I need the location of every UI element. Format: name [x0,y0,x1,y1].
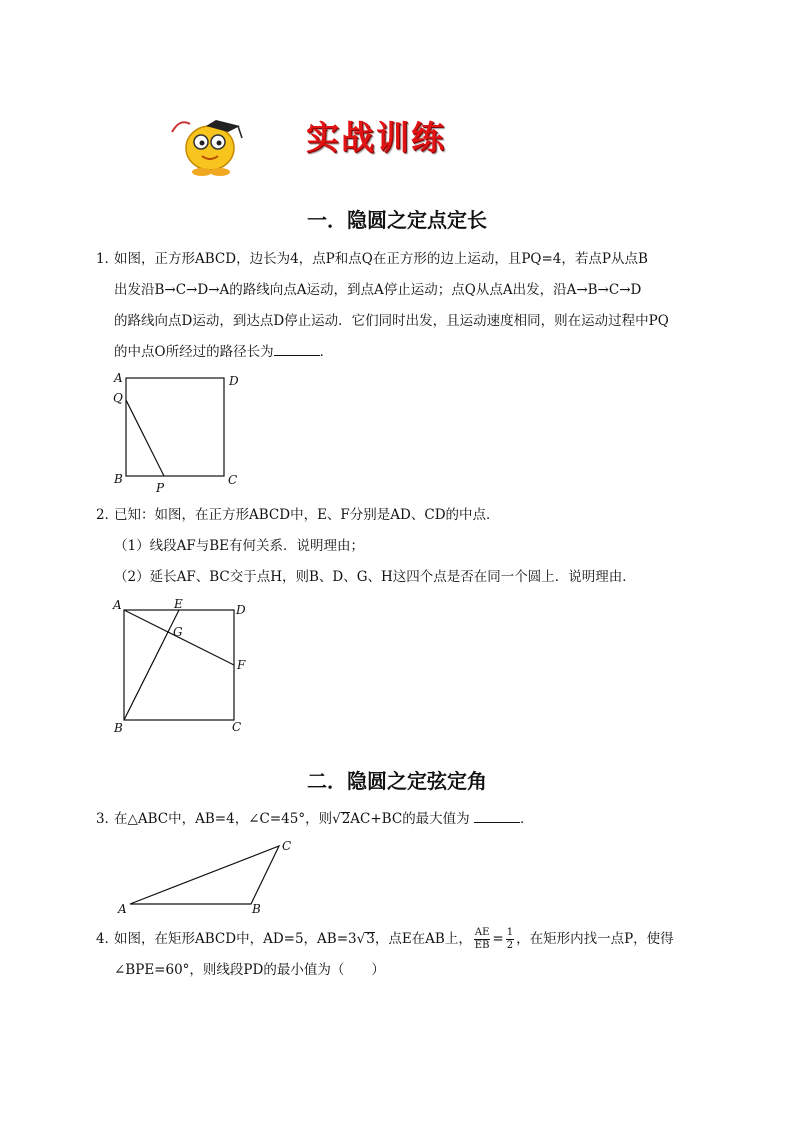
problem-number: 2． [96,507,119,523]
label-F: F [237,658,246,672]
fraction-numerator: 1 [506,927,514,938]
equals-sign: = [492,931,504,947]
label-C: C [232,720,242,734]
label-E: E [174,598,183,611]
figure-3-triangle [112,836,302,918]
label-B: B [252,902,261,916]
mascot-logo [166,98,256,178]
label-A: A [114,371,123,385]
sub-question-2: （2）延长AF、BC交于点H，则B、D、G、H这四个点是否在同一个圆上．说明理由． [114,569,636,585]
problem-1 [96,244,708,368]
problem-text: AC+BC的最大值为 [350,811,470,827]
label-D: D [236,603,246,617]
punctuation: ． [519,811,534,827]
problem-text: ，在矩形内找一点P，使得 [516,931,674,947]
label-B: B [114,721,123,735]
sqrt-value: 3 [366,931,375,947]
sub-question-1: （1）线段AF与BE有何关系．说明理由； [114,538,364,554]
problem-text: 出发沿B→C→D→A的路线向点A运动，到点A停止运动；点Q从点A出发，沿A→B→C→D [114,282,642,298]
punctuation: ． [319,344,334,360]
problem-text: 如图，在矩形ABCD中，AD=5，AB=3 [114,931,357,947]
problem-4: 4．如图，在矩形ABCD中，AD=5，AB=3√3，点E在AB上， $\frac{AE}{EB}$ = $\frac{1}{2}$ ，在矩形内找一点P，使得 ∠BPE=60°，则线段PD的最小值为（ ） [96,924,708,986]
problem-text: ，点E在AB上， [374,931,472,947]
label-B: B [114,472,123,486]
problem-text: 已知：如图，在正方形ABCD中，E、F分别是AD、CD的中点． [114,507,500,523]
banner-title: 实战训练 [306,118,446,157]
label-Q: Q [113,391,123,405]
sqrt-value: 2 [341,811,351,827]
problem-number: 1． [96,251,119,267]
fraction-denominator: 2 [506,940,514,951]
label-A: A [113,598,122,612]
answer-blank[interactable] [474,808,520,823]
label-G: G [173,625,183,639]
problem-text: 的路线向点D运动，到达点D停止运动．它们同时出发，且运动速度相同，则在运动过程中PQ [114,313,669,329]
figure-2-square [108,598,258,738]
problem-text: 在△ABC中，AB=4，∠C=45°，则 [114,811,333,827]
figure-1-square [108,370,248,496]
label-A: A [118,902,127,916]
answer-blank[interactable] [274,341,320,356]
label-P: P [156,481,165,495]
graduation-mascot-icon [166,98,256,178]
problem-number: 4． [96,931,119,947]
fraction-ae-eb [474,927,491,952]
label-C: C [282,839,292,853]
problem-text: 的中点O所经过的路径长为 [114,344,274,360]
fraction-numerator: AE [474,927,490,938]
problem-2 [96,500,708,593]
label-C: C [228,473,238,487]
problem-text: 如图，正方形ABCD，边长为4，点P和点Q在正方形的边上运动，且PQ=4，若点P从点B [114,251,648,267]
section-title-2: 二．隐圆之定弦定角 [307,769,487,793]
problem-3: 3．在△ABC中，AB=4，∠C=45°，则√2AC+BC的最大值为 ． [96,804,708,835]
problem-text: ∠BPE=60°，则线段PD的最小值为（ ） [114,962,385,978]
problem-number: 3． [96,811,119,827]
fraction-denominator: EB [474,940,490,951]
fraction-one-half [506,927,514,952]
label-D: D [229,374,239,388]
section-title-1: 一．隐圆之定点定长 [307,208,487,232]
